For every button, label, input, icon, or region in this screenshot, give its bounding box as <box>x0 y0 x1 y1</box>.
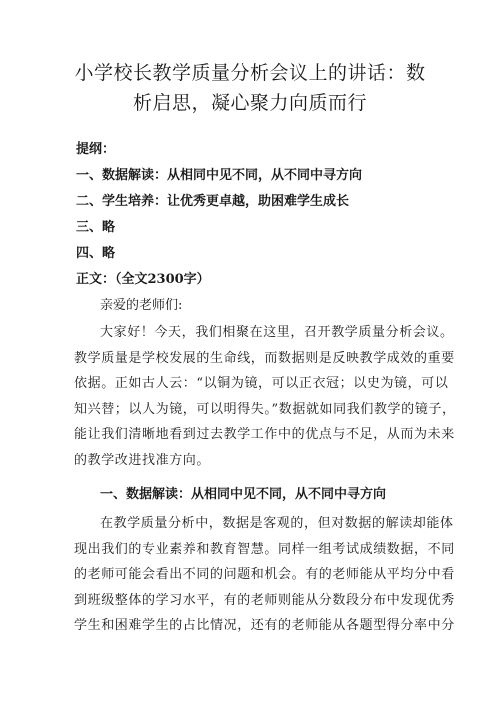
paragraph-2-line: 在教学质量分析中，数据是客观的，但对数据的解读却能体 <box>100 516 454 531</box>
body-intro <box>76 267 436 319</box>
outline <box>76 137 436 267</box>
outline-item-2: 二、学生培养：让优秀更卓越，助困难学生成长 <box>76 194 350 209</box>
section-1-heading: 一、数据解读：从相同中见不同，从不同中寻方向 <box>100 487 387 502</box>
paragraph-1-line: 依据。正如古人云：“以铜为镜，可以正衣冠；以史为镜，可以 <box>74 376 449 391</box>
paragraph-1 <box>50 320 460 473</box>
title-line-1: 小学校长教学质量分析会议上的讲话：数 <box>74 62 426 84</box>
document-title <box>60 58 440 118</box>
paragraph-2-line: 的老师可能会看出不同的问题和机会。有的老师能从平均分中看 <box>74 567 455 582</box>
paragraph-1-line: 的教学改进找准方向。 <box>74 452 211 468</box>
paragraph-2-line: 学生和困难学生的占比情况，还有的老师能从各题型得分率中分 <box>74 618 455 633</box>
paragraph-2 <box>50 511 460 639</box>
title-line-2: 析启思，凝心聚力向质而行 <box>132 92 367 114</box>
paragraph-1-line: 能让我们清晰地看到过去教学工作中的优点与不足，从而为未来 <box>74 427 455 442</box>
paragraph-2-line: 现出我们的专业素养和教育智慧。同样一组考试成绩数据，不同 <box>74 541 455 557</box>
paragraph-1-line: 知兴替；以人为镜，可以明得失。”数据就如同我们教学的镜子， <box>74 401 456 417</box>
body-heading: 正文：（全文2300字） <box>76 272 210 287</box>
paragraph-2-line: 到班级整体的学习水平，有的老师则能从分数段分布中发现优秀 <box>74 592 455 608</box>
paragraph-1-line: 大家好！今天，我们相聚在这里，召开教学质量分析会议。 <box>100 325 454 340</box>
outline-item-4: 四、略 <box>76 246 116 261</box>
salutation: 亲爱的老师们: <box>100 298 183 313</box>
outline-heading: 提纲： <box>76 142 116 157</box>
paragraph-1-line: 教学质量是学校发展的生命线，而数据则是反映教学成效的重要 <box>74 350 455 366</box>
outline-item-3: 三、略 <box>76 220 116 235</box>
outline-item-1: 一、数据解读：从相同中见不同，从不同中寻方向 <box>76 168 363 183</box>
